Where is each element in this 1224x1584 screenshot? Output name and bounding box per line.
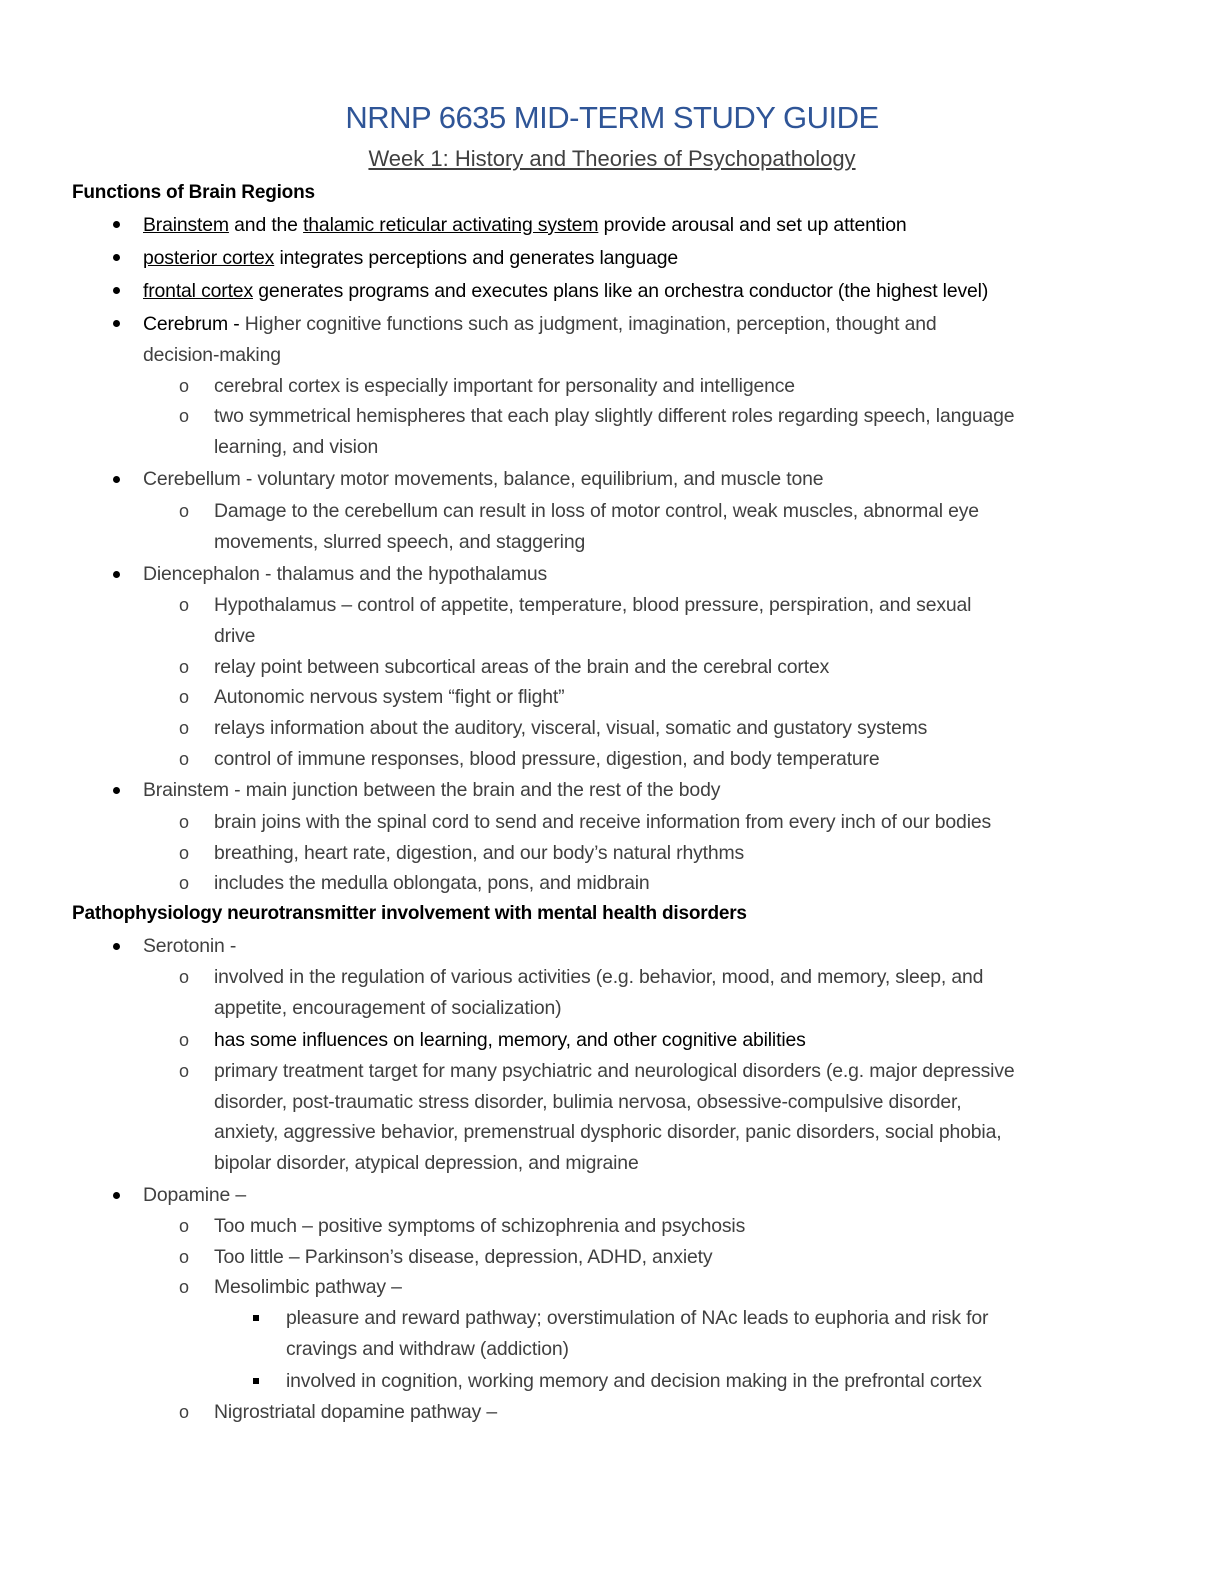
bullet-icon <box>113 476 120 483</box>
bullet-icon <box>113 287 120 294</box>
text-span: generates programs and executes plans like an orchestra conductor (the highest level) <box>252 280 989 302</box>
circle-bullet-icon: o <box>179 501 190 521</box>
page-title: NRNP 6635 MID-TERM STUDY GUIDE <box>345 100 879 135</box>
sub-list-item: primary treatment target for many psychiatric and neurological disorders (e.g. major depressive <box>214 1060 1015 1082</box>
sub-list-item: brain joins with the spinal cord to send and receive information from every inch of our bodies <box>214 811 992 833</box>
term-posterior-cortex: posterior cortex <box>143 247 275 269</box>
sub-list-item-continuation: disorder, post-traumatic stress disorder, bulimia nervosa, obsessive-compulsive disorder, <box>214 1091 962 1113</box>
list-item-cerebrum <box>143 310 937 338</box>
text-span: integrates perceptions and generates language <box>274 247 679 269</box>
sub-list-item: Damage to the cerebellum can result in loss of motor control, weak muscles, abnormal eye <box>214 500 979 522</box>
circle-bullet-icon: o <box>179 687 190 707</box>
circle-bullet-icon: o <box>179 843 190 863</box>
sub-sub-list-item: pleasure and reward pathway; overstimulation of NAc leads to euphoria and risk for <box>286 1307 989 1329</box>
section-heading-neurotransmitters: Pathophysiology neurotransmitter involvement with mental health disorders <box>72 903 747 924</box>
sub-list-item: Nigrostriatal dopamine pathway – <box>214 1401 497 1423</box>
list-item-dopamine: Dopamine – <box>143 1184 247 1206</box>
list-item <box>143 244 678 272</box>
square-bullet-icon <box>253 1315 259 1321</box>
circle-bullet-icon: o <box>179 1061 190 1081</box>
sub-list-item: Too much – positive symptoms of schizophrenia and psychosis <box>214 1215 746 1237</box>
term-brainstem: Brainstem <box>143 214 229 236</box>
sub-list-item-continuation: movements, slurred speech, and staggering <box>214 531 586 553</box>
circle-bullet-icon: o <box>179 406 190 426</box>
sub-list-item: includes the medulla oblongata, pons, and midbrain <box>214 872 650 894</box>
list-item <box>143 277 988 305</box>
bullet-icon <box>113 943 120 950</box>
sub-list-item: Autonomic nervous system “fight or flight” <box>214 686 565 708</box>
circle-bullet-icon: o <box>179 749 190 769</box>
sub-sub-list-item: involved in cognition, working memory and decision making in the prefrontal cortex <box>286 1370 982 1392</box>
sub-list-item: relays information about the auditory, visceral, visual, somatic and gustatory systems <box>214 717 928 739</box>
term-frontal-cortex: frontal cortex <box>143 280 253 302</box>
sub-sub-list-item-continuation: cravings and withdraw (addiction) <box>286 1338 569 1360</box>
bullet-icon <box>113 1192 120 1199</box>
list-item-cerebellum: Cerebellum - voluntary motor movements, balance, equilibrium, and muscle tone <box>143 468 824 490</box>
text-span: Higher cognitive functions such as judgment, imagination, perception, thought and <box>244 313 937 335</box>
list-item-diencephalon: Diencephalon - thalamus and the hypothalamus <box>143 563 548 585</box>
sub-list-item: cerebral cortex is especially important for personality and intelligence <box>214 375 795 397</box>
circle-bullet-icon: o <box>179 595 190 615</box>
text-span: and the <box>228 214 304 236</box>
square-bullet-icon <box>253 1378 259 1384</box>
circle-bullet-icon: o <box>179 1216 190 1236</box>
bullet-icon <box>113 571 120 578</box>
sub-list-item-continuation: drive <box>214 625 256 647</box>
circle-bullet-icon: o <box>179 1247 190 1267</box>
text-span: provide arousal and set up attention <box>598 214 907 236</box>
sub-list-item: breathing, heart rate, digestion, and our body’s natural rhythms <box>214 842 745 864</box>
bullet-icon <box>113 320 120 327</box>
term-cerebrum: Cerebrum - <box>143 313 245 335</box>
list-item-continuation: decision-making <box>143 344 281 366</box>
sub-list-item: two symmetrical hemispheres that each play slightly different roles regarding speech, language <box>214 405 1015 427</box>
sub-list-item-continuation: anxiety, aggressive behavior, premenstrual dysphoric disorder, panic disorders, social phobia, <box>214 1121 1002 1143</box>
list-item-brainstem: Brainstem - main junction between the brain and the rest of the body <box>143 779 721 801</box>
bullet-icon <box>113 221 120 228</box>
circle-bullet-icon: o <box>179 376 190 396</box>
page-subtitle: Week 1: History and Theories of Psychopathology <box>368 146 856 171</box>
list-item-serotonin: Serotonin - <box>143 935 237 957</box>
bullet-icon <box>113 254 120 261</box>
bullet-icon <box>113 787 120 794</box>
circle-bullet-icon: o <box>179 1402 190 1422</box>
sub-list-item: relay point between subcortical areas of the brain and the cerebral cortex <box>214 656 830 678</box>
circle-bullet-icon: o <box>179 812 190 832</box>
sub-list-item-continuation: appetite, encouragement of socialization) <box>214 997 562 1019</box>
circle-bullet-icon: o <box>179 1030 190 1050</box>
circle-bullet-icon: o <box>179 967 190 987</box>
sub-list-item-continuation: learning, and vision <box>214 436 379 458</box>
circle-bullet-icon: o <box>179 718 190 738</box>
sub-list-item: Hypothalamus – control of appetite, temperature, blood pressure, perspiration, and sexual <box>214 594 972 616</box>
sub-list-item: control of immune responses, blood pressure, digestion, and body temperature <box>214 748 880 770</box>
section-heading-brain-regions: Functions of Brain Regions <box>72 182 315 203</box>
circle-bullet-icon: o <box>179 873 190 893</box>
term-trass: thalamic reticular activating system <box>303 214 599 236</box>
sub-list-item-continuation: bipolar disorder, atypical depression, and migraine <box>214 1152 639 1174</box>
sub-list-item: Mesolimbic pathway – <box>214 1276 402 1298</box>
list-item <box>143 211 906 239</box>
sub-list-item: Too little – Parkinson’s disease, depression, ADHD, anxiety <box>214 1246 713 1268</box>
circle-bullet-icon: o <box>179 657 190 677</box>
sub-list-item: involved in the regulation of various activities (e.g. behavior, mood, and memory, sleep, and <box>214 966 984 988</box>
sub-list-item: has some influences on learning, memory, and other cognitive abilities <box>214 1029 806 1051</box>
circle-bullet-icon: o <box>179 1277 190 1297</box>
